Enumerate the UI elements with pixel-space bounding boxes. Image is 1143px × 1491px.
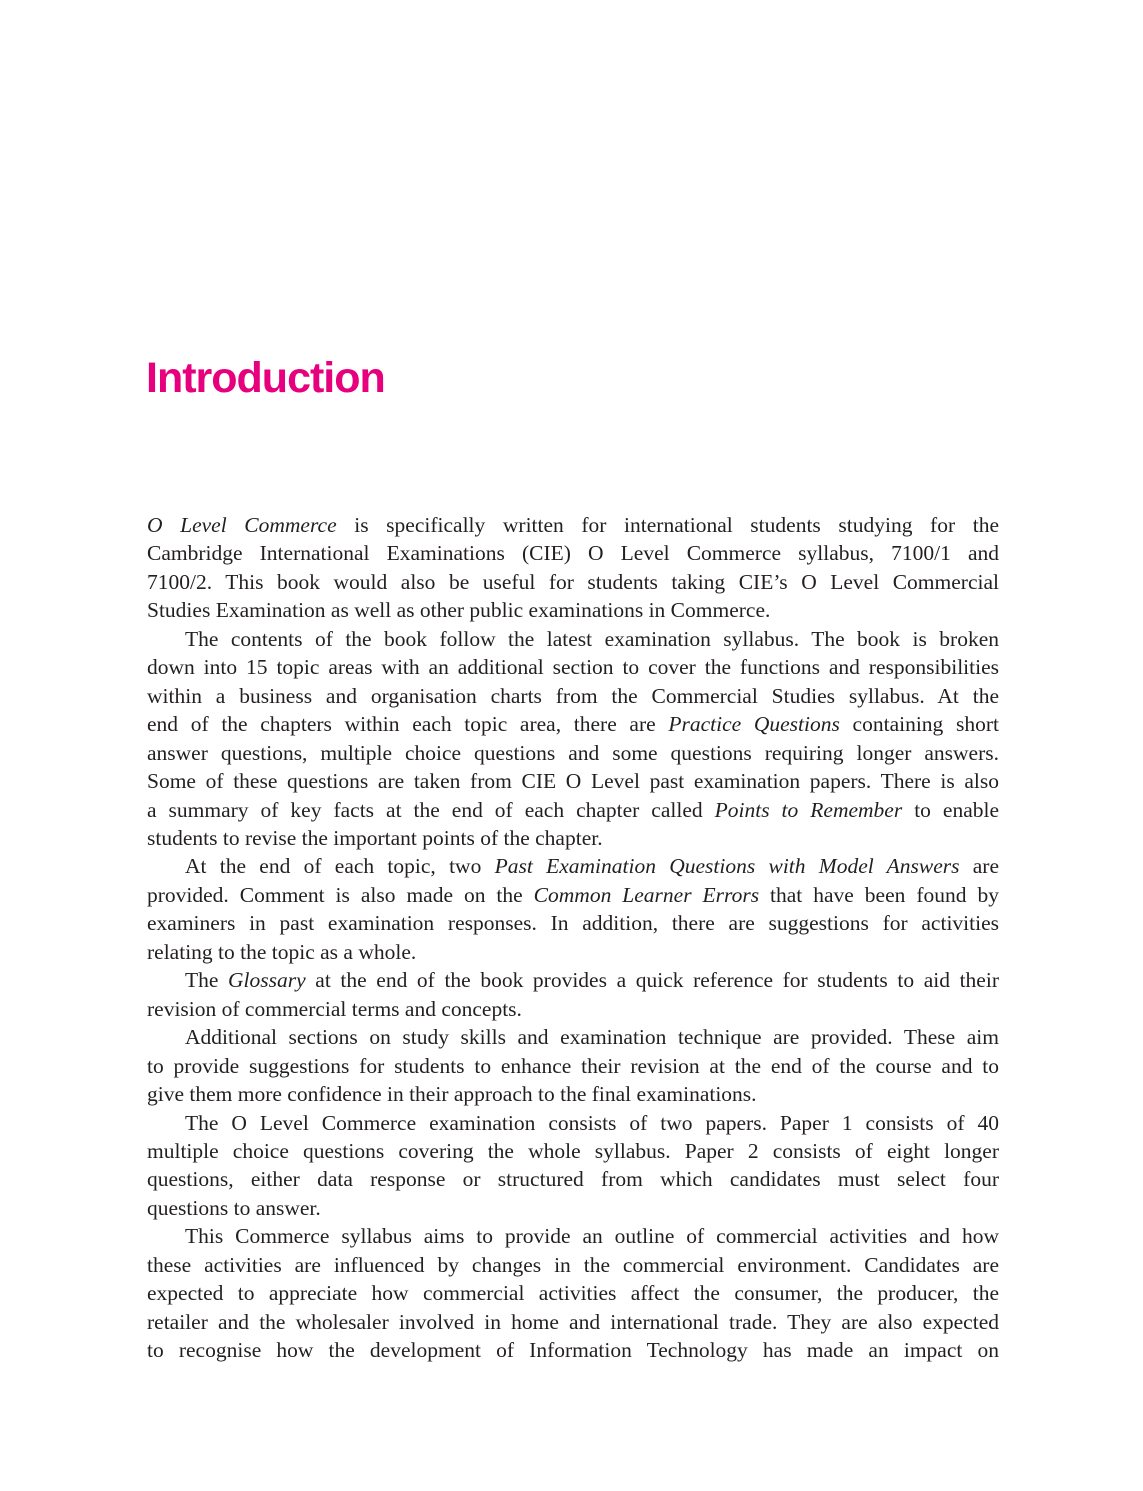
text-line (147, 1336, 999, 1364)
text-run: 7100/2. This book would also be useful for students taking CIE’s O Level Commercial (147, 569, 999, 594)
paragraph (147, 852, 999, 966)
text-line (147, 1279, 999, 1307)
paragraph (147, 1222, 999, 1364)
text-line (147, 1052, 999, 1080)
text-run: multiple choice questions covering the whole syllabus. Paper 2 consists of eight longer (147, 1138, 999, 1163)
text-run: within a business and organisation charts from the Commercial Studies syllabus. At the (147, 683, 999, 708)
italic-phrase: Practice Questions (668, 712, 840, 737)
text-line (147, 1023, 999, 1051)
italic-phrase: Points to Remember (714, 797, 903, 822)
text-run: Additional sections on study skills and examination technique are provided. These aim (185, 1025, 999, 1050)
text-run: Some of these questions are taken from CIE O Level past examination papers. There is also (147, 769, 999, 794)
text-run: that have been found by (759, 882, 999, 907)
text-run: is specifically written for international students studying for the (336, 513, 999, 537)
text-line (147, 1080, 999, 1108)
text-run: retailer and the wholesaler involved in home and international trade. They are also expected (147, 1309, 999, 1334)
text-run: questions to answer. (147, 1195, 321, 1220)
text-run: to enable (902, 797, 999, 822)
paragraph (147, 511, 999, 625)
text-run: at the end of the book provides a quick reference for students to aid their (305, 968, 999, 993)
text-run: examiners in past examination responses. In addition, there are suggestions for activities (147, 911, 999, 936)
text-line (147, 909, 999, 937)
text-run: a summary of key facts at the end of each chapter called (147, 797, 715, 822)
text-line (147, 625, 999, 653)
text-run: provided. Comment is also made on the (147, 882, 534, 907)
text-line (147, 596, 999, 624)
text-line (147, 881, 999, 909)
text-line (147, 796, 999, 824)
text-run: The (185, 968, 229, 993)
text-run: to recognise how the development of Information Technology has made an impact on (147, 1338, 999, 1363)
text-line (147, 710, 999, 738)
text-run: are (959, 854, 999, 879)
paragraph (147, 966, 999, 1023)
text-run: to provide suggestions for students to enhance their revision at the end of the course and to (147, 1053, 999, 1078)
text-line (147, 1109, 999, 1137)
text-line (147, 767, 999, 795)
text-run: give them more confidence in their approach to the final examinations. (147, 1082, 757, 1107)
text-line (147, 1194, 999, 1222)
text-line (147, 1137, 999, 1165)
text-line (147, 539, 999, 567)
text-run: The contents of the book follow the latest examination syllabus. The book is broken (185, 626, 999, 651)
text-run: questions, either data response or structured from which candidates must select four (147, 1167, 999, 1192)
paragraph (147, 1109, 999, 1223)
text-run: these activities are influenced by changes in the commercial environment. Candidates are (147, 1252, 999, 1277)
text-run: end of the chapters within each topic area, there are (147, 712, 669, 737)
text-run: down into 15 topic areas with an additional section to cover the functions and responsibilities (147, 655, 999, 680)
text-run: containing short (839, 712, 999, 737)
text-run: Studies Examination as well as other public examinations in Commerce. (147, 598, 771, 623)
text-line (147, 938, 999, 966)
text-line (147, 1165, 999, 1193)
text-line (147, 966, 999, 994)
text-line (147, 739, 999, 767)
text-run: revision of commercial terms and concepts. (147, 996, 522, 1021)
paragraph (147, 1023, 999, 1108)
italic-phrase: Glossary (228, 968, 306, 993)
text-line (147, 1222, 999, 1250)
text-line (147, 1251, 999, 1279)
text-line (147, 568, 999, 596)
text-line (147, 852, 999, 880)
page-title: Introduction (146, 354, 385, 402)
text-run: relating to the topic as a whole. (147, 939, 417, 964)
text-run: expected to appreciate how commercial activities affect the consumer, the producer, the (147, 1281, 999, 1306)
italic-phrase: O Level Commerce (147, 513, 337, 537)
text-run: At the end of each topic, two (185, 854, 495, 879)
paragraph (147, 625, 999, 853)
body-text (147, 511, 999, 1365)
text-line (147, 653, 999, 681)
text-run: Cambridge International Examinations (CIE) O Level Commerce syllabus, 7100/1 and (147, 541, 999, 566)
text-run: This Commerce syllabus aims to provide an outline of commercial activities and how (185, 1224, 999, 1249)
italic-phrase: Common Learner Errors (533, 882, 760, 907)
text-line (147, 1308, 999, 1336)
italic-phrase: Past Examination Questions with Model Answers (494, 854, 960, 879)
text-line (147, 824, 999, 852)
text-line (147, 682, 999, 710)
text-run: students to revise the important points of the chapter. (147, 825, 603, 850)
text-line (147, 511, 999, 539)
text-run: answer questions, multiple choice questions and some questions requiring longer answers. (147, 740, 999, 765)
text-run: The O Level Commerce examination consists of two papers. Paper 1 consists of 40 (185, 1110, 999, 1135)
text-line (147, 995, 999, 1023)
